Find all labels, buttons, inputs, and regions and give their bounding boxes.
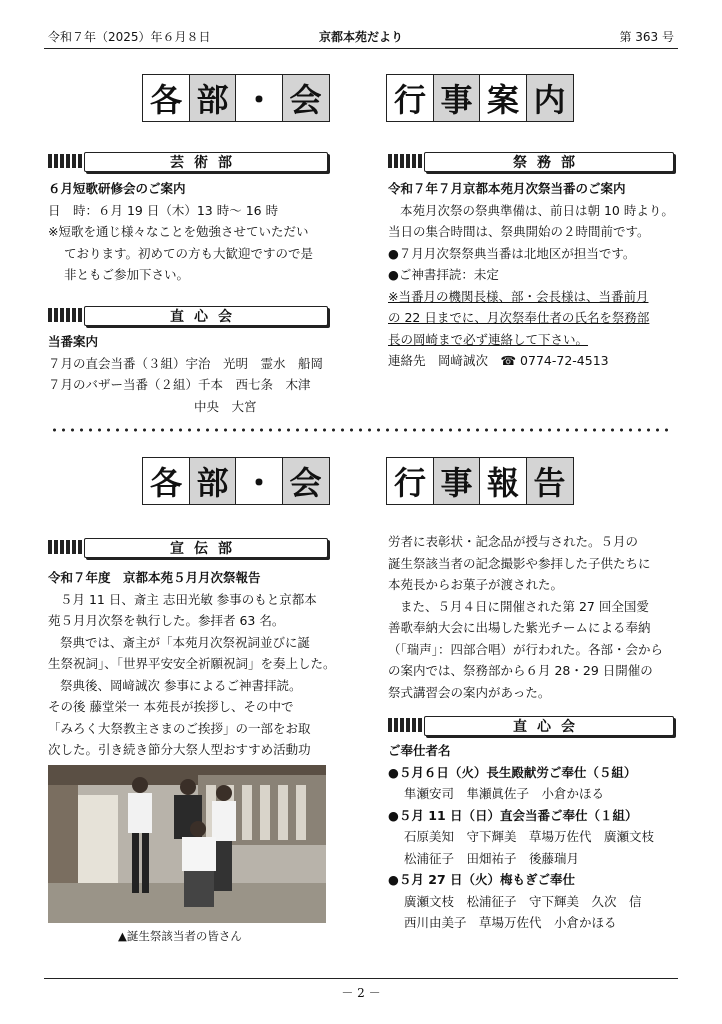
senden-line: 祭典後、岡﨑誠次 参事によるご神書拝読。: [60, 677, 302, 693]
dotted-divider: [50, 428, 672, 432]
page-header: [48, 28, 674, 48]
report-line: 本苑長からお菓子が渡された。: [388, 577, 564, 592]
report-line: の案内では、祭務部から６月 28・29 日開催の: [388, 663, 653, 678]
title-char: 報: [479, 457, 527, 505]
geijutsu-line: 非ともご参加下さい。: [64, 267, 190, 282]
jikishin-top-heading: 当番案内: [48, 334, 99, 349]
senden-heading: 令和７年度 京都本苑５月月次祭報告: [48, 570, 261, 585]
geijutsu-line: ※短歌を通じ様々なことを勉強させていただい: [48, 224, 309, 239]
senden-line: 次した。引き続き節分大祭人型おすすめ活動功: [48, 742, 311, 757]
footer-divider: [44, 978, 678, 979]
jikishin-top-line: 中央 大宮: [194, 398, 257, 414]
section-bars-icon: [388, 154, 422, 168]
title-char: 会: [282, 457, 330, 505]
title-char: 各: [142, 457, 190, 505]
issue-date: 令和７年（2025）年６月８日: [48, 30, 211, 44]
title-char: ・: [235, 457, 283, 505]
title-char: 内: [526, 74, 574, 122]
section-title: 祭務部: [424, 152, 674, 172]
section-header-saimu: [388, 150, 674, 172]
jikishin-top-line: ７月の直会当番（３組）宇治 光明 霊水 船岡: [48, 355, 324, 371]
senden-line: その後 藤堂栄一 本苑長が挨拶し、その中で: [48, 699, 294, 714]
jikishin-top-line: ７月のバザー当番（２組）千本 西七条 木津: [48, 377, 311, 392]
header-divider: [44, 48, 678, 49]
service-names: 西川由美子 草場万佐代 小倉かほる: [404, 915, 617, 930]
service-names: 廣瀬文枝 松浦征子 守下輝美 久次 信: [404, 893, 642, 909]
section-header-senden: [48, 536, 328, 558]
senden-line: 生祭祝詞」、「世界平安安全祈願祝詞」を奏上した。: [48, 656, 336, 671]
section-title: 直心会: [424, 716, 674, 736]
section-title: 宣伝部: [84, 538, 328, 558]
saimu-line: ●７月月次祭祭典当番は北地区が担当です。: [388, 245, 636, 261]
report-line: 労者に表彰状・記念品が授与された。５月の: [388, 534, 639, 549]
title-char: 行: [386, 457, 434, 505]
geijutsu-heading: ６月短歌研修会のご案内: [48, 181, 186, 196]
title-char: 事: [433, 74, 481, 122]
issue-number: 第 363 号: [619, 30, 674, 44]
title-box-event-guide: [386, 74, 572, 122]
report-line: 善歌奉納大会に出場した紫光チームによる奉納: [388, 620, 651, 635]
section-header-jikishin-top: [48, 304, 328, 326]
senden-line: 祭典では、斎主が「本苑月次祭祝詞並びに誕: [60, 634, 311, 650]
saimu-notice: の 22 日までに、月次祭奉仕者の氏名を祭務部: [388, 310, 650, 325]
report-line: （「瑞声」：四部合唱）が行われた。各部・会から: [388, 641, 664, 657]
senden-line: 「みろく大祭教主さまのご挨拶」の一部をお取: [48, 720, 311, 736]
section-bars-icon: [48, 154, 82, 168]
geijutsu-content: [48, 178, 338, 286]
service-entry: ●５月 11 日（日）直会当番ご奉仕（１組）: [388, 807, 638, 823]
title-char: 行: [386, 74, 434, 122]
saimu-notice: ※当番月の機関長様、部・会長様は、当番前月: [388, 288, 649, 304]
newsletter-title: 京都本苑だより: [318, 30, 403, 44]
senden-line: 苑５月月次祭を執行した。参拝者 63 名。: [48, 613, 285, 628]
title-box-event-report: [386, 457, 572, 505]
title-char: ・: [235, 74, 283, 122]
title-box-departments-bottom: [142, 457, 328, 505]
title-box-departments-top: [142, 74, 328, 122]
saimu-contact: 連絡先 岡﨑誠次 ☎ 0774-72-4513: [388, 353, 609, 368]
title-char: 部: [189, 457, 237, 505]
saimu-content: [388, 178, 688, 372]
senden-line: ５月 11 日、斎主 志田光敏 参事のもと京都本: [60, 591, 317, 607]
geijutsu-line: ております。初めての方も大歓迎ですので是: [64, 245, 314, 261]
service-names: 石原美知 守下輝美 草場万佐代 廣瀬文枝: [404, 829, 655, 844]
saimu-notice: 長の岡崎まで必ず連絡して下さい。: [388, 331, 589, 347]
saimu-heading: 令和７年７月京都本苑月次祭当番のご案内: [388, 181, 626, 196]
title-char: 事: [433, 457, 481, 505]
section-header-jikishin-bottom: [388, 714, 674, 736]
report-continued: [388, 531, 688, 703]
service-names: 隼瀬安司 隼瀬眞佐子 小倉かほる: [404, 786, 605, 801]
service-entry: ●５月６日（火）長生殿献労ご奉仕（５組）: [388, 764, 637, 780]
title-char: 会: [282, 74, 330, 122]
page-number: － 2 －: [341, 986, 381, 1000]
saimu-line: 当日の集合時間は、祭典開始の２時間前です。: [388, 224, 650, 239]
report-line: 誕生祭該当者の記念撮影や参拝した子供たちに: [388, 555, 651, 571]
section-title: 直心会: [84, 306, 328, 326]
photo-caption: ▲誕生祭該当者の皆さん: [118, 929, 242, 943]
title-char: 案: [479, 74, 527, 122]
section-bars-icon: [48, 308, 82, 322]
service-entry: ●５月 27 日（火）梅もぎご奉仕: [388, 872, 576, 887]
title-char: 部: [189, 74, 237, 122]
section-header-geijutsu: [48, 150, 328, 172]
jikishin-bottom-content: [388, 740, 688, 934]
section-title: 芸術部: [84, 152, 328, 172]
title-char: 告: [526, 457, 574, 505]
jikishin-top-content: [48, 331, 348, 417]
section-bars-icon: [388, 718, 422, 732]
title-char: 各: [142, 74, 190, 122]
saimu-line: ●ご神書拝読：未定: [388, 267, 499, 282]
geijutsu-line: 日 時：６月 19 日（木）13 時～ 16 時: [48, 202, 279, 218]
senden-content: [48, 567, 348, 761]
group-photo: [48, 765, 326, 923]
report-line: 祭式講習会の案内があった。: [388, 684, 551, 700]
report-line: また、５月４日に開催された第 27 回全国愛: [400, 598, 649, 614]
jikishin-bottom-heading: ご奉仕者名: [388, 743, 451, 758]
section-bars-icon: [48, 540, 82, 554]
saimu-line: 本苑月次祭の祭典準備は、前日は朝 10 時より。: [400, 202, 674, 218]
service-names: 松浦征子 田畑祐子 後藤瑞月: [404, 850, 580, 866]
